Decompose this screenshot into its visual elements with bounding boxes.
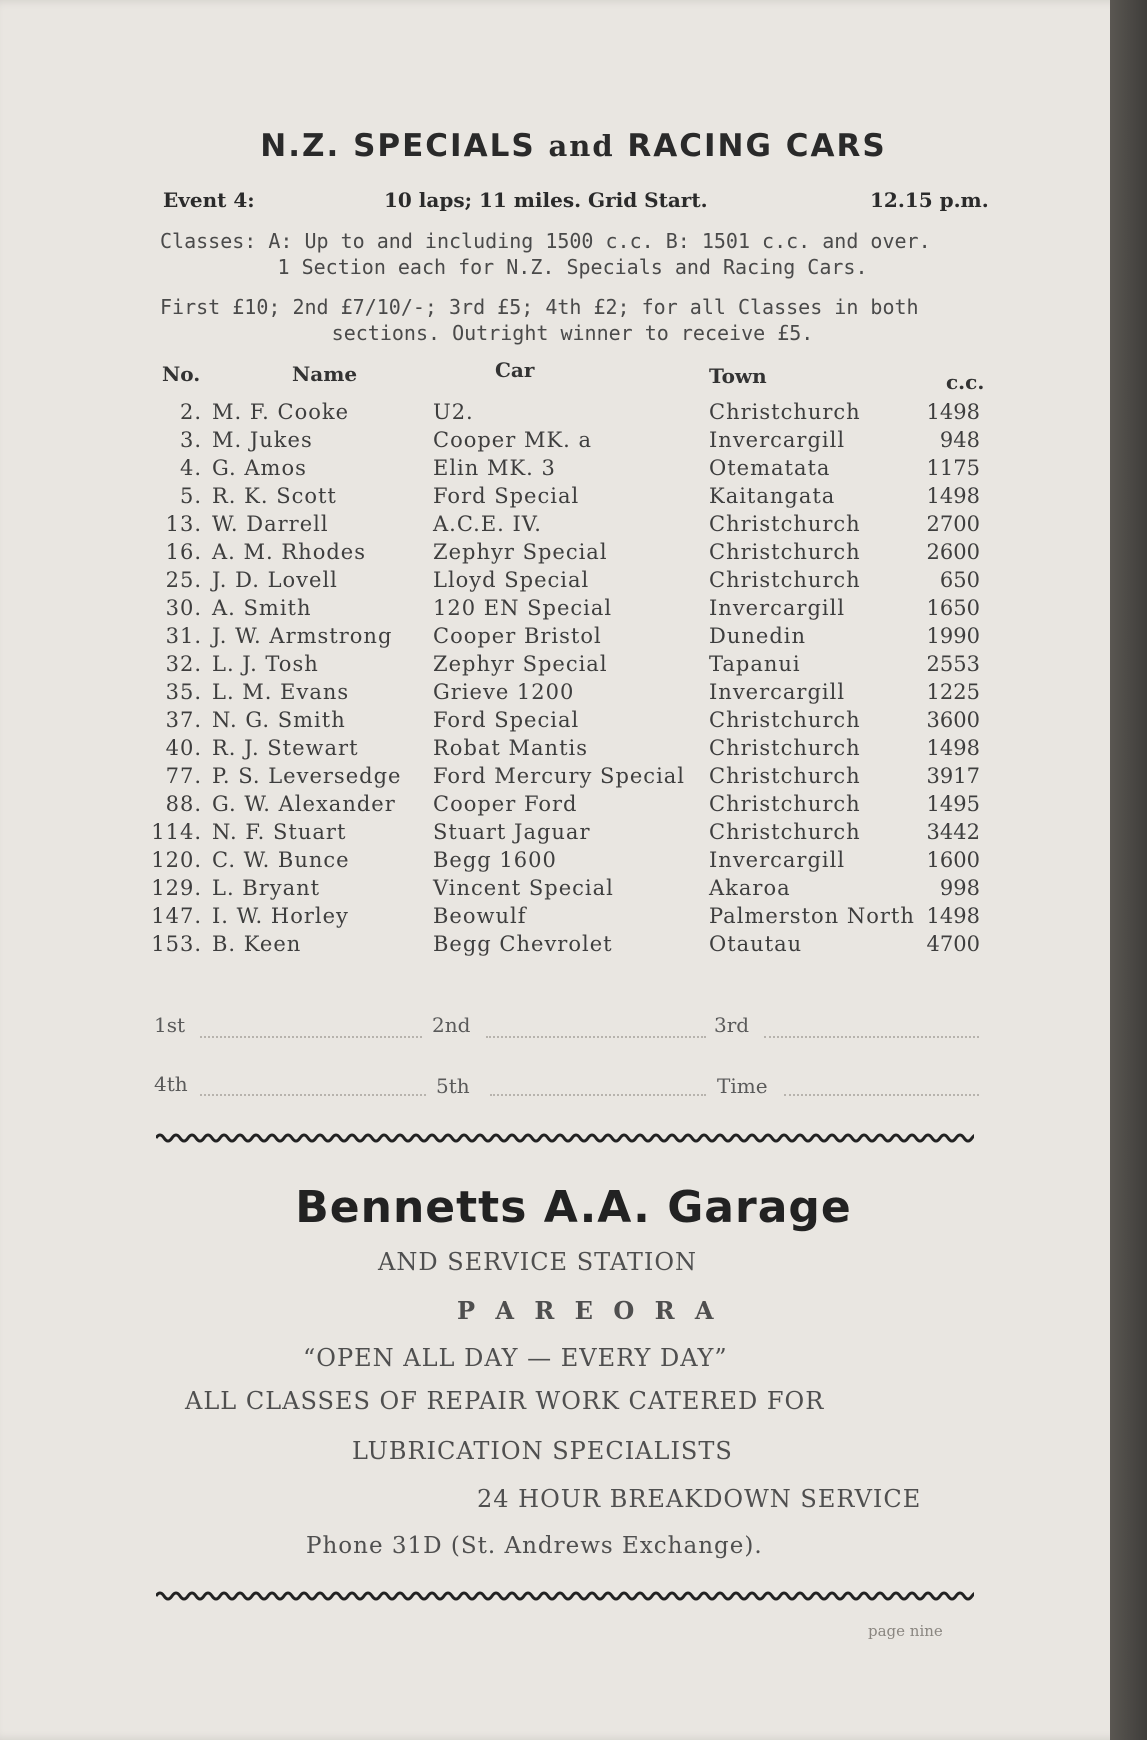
- header-car: Car: [495, 358, 535, 382]
- entry-car: Robat Mantis: [433, 736, 589, 760]
- entry-town: Christchurch: [709, 792, 861, 816]
- event-time: 12.15 p.m.: [870, 188, 989, 212]
- entry-car: Beowulf: [433, 904, 527, 928]
- blank-fifth[interactable]: [490, 1094, 706, 1096]
- entry-cc: 650: [939, 568, 980, 592]
- entry-cc: 1498: [926, 904, 980, 928]
- table-row: [0, 708, 1130, 736]
- table-row: [0, 736, 1130, 764]
- title-part1: N.Z. SPECIALS: [260, 128, 536, 164]
- entry-cc: 2600: [926, 540, 980, 564]
- entry-number: 129.: [151, 876, 202, 900]
- entry-cc: 998: [939, 876, 980, 900]
- prizes-line2: sections. Outright winner to receive £5.: [331, 321, 814, 345]
- entry-name: L. J. Tosh: [212, 652, 319, 676]
- entry-car: Cooper Bristol: [433, 624, 602, 648]
- entry-car: 120 EN Special: [433, 596, 613, 620]
- entry-number: 114.: [151, 820, 202, 844]
- entry-town: Christchurch: [709, 764, 861, 788]
- header-name: Name: [292, 362, 358, 386]
- entry-cc: 3600: [926, 708, 980, 732]
- entry-town: Tapanui: [709, 652, 801, 676]
- table-row: [0, 540, 1130, 568]
- classes-line1: Classes: A: Up to and including 1500 c.c. B: 1501 c.c. and over.: [160, 229, 931, 253]
- entry-name: N. F. Stuart: [212, 820, 347, 844]
- entry-name: B. Keen: [212, 932, 302, 956]
- header-no: No.: [162, 362, 201, 386]
- entry-number: 3.: [179, 428, 202, 452]
- entry-car: U2.: [433, 400, 474, 424]
- table-row: [0, 680, 1130, 708]
- blank-fourth[interactable]: [200, 1094, 426, 1096]
- entry-cc: 3917: [926, 764, 980, 788]
- table-row: [0, 624, 1130, 652]
- entry-town: Christchurch: [709, 708, 861, 732]
- place-second: 2nd: [432, 1013, 471, 1037]
- entry-car: Zephyr Special: [433, 652, 608, 676]
- event-title: [0, 128, 1147, 164]
- entry-car: Ford Special: [433, 708, 580, 732]
- header-town: Town: [709, 364, 767, 388]
- entry-town: Dunedin: [709, 624, 806, 648]
- entry-name: M. F. Cooke: [212, 400, 350, 424]
- entry-name: N. G. Smith: [212, 708, 346, 732]
- event-detail: 10 laps; 11 miles. Grid Start.: [384, 188, 708, 212]
- place-first: 1st: [154, 1013, 186, 1037]
- entry-name: W. Darrell: [212, 512, 329, 536]
- ad-business-name: Bennetts A.A. Garage: [295, 1182, 852, 1233]
- place-fifth: 5th: [436, 1074, 470, 1098]
- entry-name: G. Amos: [212, 456, 307, 480]
- entry-car: Ford Mercury Special: [433, 764, 686, 788]
- ad-line-repair-work: ALL CLASSES OF REPAIR WORK CATERED FOR: [185, 1387, 825, 1415]
- prizes-line1: First £10; 2nd £7/10/-; 3rd £5; 4th £2; for all Classes in both: [160, 295, 919, 319]
- table-row: [0, 512, 1130, 540]
- table-row: [0, 848, 1130, 876]
- entry-number: 153.: [151, 932, 202, 956]
- entry-name: M. Jukes: [212, 428, 313, 452]
- table-row: [0, 820, 1130, 848]
- entry-car: Zephyr Special: [433, 540, 608, 564]
- entry-number: 31.: [165, 624, 202, 648]
- entry-number: 35.: [165, 680, 202, 704]
- blank-first[interactable]: [200, 1036, 422, 1038]
- table-row: [0, 652, 1130, 680]
- entry-name: J. D. Lovell: [212, 568, 338, 592]
- place-third: 3rd: [714, 1013, 750, 1037]
- ad-phone: Phone 31D (St. Andrews Exchange).: [306, 1533, 763, 1559]
- entry-car: Begg 1600: [433, 848, 557, 872]
- entry-number: 30.: [165, 596, 202, 620]
- entry-cc: 948: [939, 428, 980, 452]
- entry-town: Invercargill: [709, 680, 846, 704]
- entry-number: 4.: [179, 456, 202, 480]
- ad-line-town: P A R E O R A: [457, 1296, 720, 1325]
- entry-cc: 1600: [926, 848, 980, 872]
- entry-car: Lloyd Special: [433, 568, 590, 592]
- entry-name: A. Smith: [212, 596, 312, 620]
- page-number: page nine: [868, 1622, 943, 1640]
- entry-name: C. W. Bunce: [212, 848, 350, 872]
- entry-town: Christchurch: [709, 820, 861, 844]
- table-row: [0, 568, 1130, 596]
- entry-town: Christchurch: [709, 512, 861, 536]
- entry-town: Invercargill: [709, 596, 846, 620]
- table-row: [0, 792, 1130, 820]
- entry-town: Christchurch: [709, 400, 861, 424]
- entry-number: 40.: [165, 736, 202, 760]
- entry-town: Otautau: [709, 932, 803, 956]
- entry-town: Invercargill: [709, 428, 846, 452]
- entry-cc: 1650: [926, 596, 980, 620]
- ad-line-lubrication: LUBRICATION SPECIALISTS: [352, 1437, 733, 1465]
- entry-town: Kaitangata: [709, 484, 836, 508]
- table-row: [0, 428, 1130, 456]
- entry-car: Stuart Jaguar: [433, 820, 591, 844]
- blank-time[interactable]: [784, 1094, 979, 1096]
- entry-cc: 4700: [926, 932, 980, 956]
- entry-town: Invercargill: [709, 848, 846, 872]
- entry-name: I. W. Horley: [212, 904, 349, 928]
- blank-second[interactable]: [486, 1036, 706, 1038]
- place-time: Time: [717, 1074, 768, 1098]
- entry-cc: 1175: [926, 456, 980, 480]
- entry-name: P. S. Leversedge: [212, 764, 402, 788]
- entry-cc: 1498: [926, 484, 980, 508]
- entry-number: 13.: [165, 512, 202, 536]
- entry-cc: 2553: [926, 652, 980, 676]
- entry-town: Otematata: [709, 456, 831, 480]
- entry-car: Cooper MK. a: [433, 428, 592, 452]
- entry-cc: 1225: [926, 680, 980, 704]
- ad-line-open-hours: “OPEN ALL DAY — EVERY DAY”: [303, 1344, 728, 1372]
- event-label: Event 4:: [163, 188, 255, 212]
- entry-number: 32.: [165, 652, 202, 676]
- entry-town: Christchurch: [709, 540, 861, 564]
- entry-town: Palmerston North: [709, 904, 915, 928]
- table-row: [0, 456, 1130, 484]
- entry-cc: 1498: [926, 400, 980, 424]
- table-row: [0, 876, 1130, 904]
- entry-number: 147.: [151, 904, 202, 928]
- entry-name: J. W. Armstrong: [212, 624, 393, 648]
- wavy-divider-bottom: [156, 1590, 974, 1602]
- entry-name: G. W. Alexander: [212, 792, 396, 816]
- entry-number: 120.: [151, 848, 202, 872]
- entry-number: 2.: [179, 400, 202, 424]
- wavy-divider-top: [156, 1132, 974, 1144]
- entry-name: L. M. Evans: [212, 680, 350, 704]
- entry-car: Cooper Ford: [433, 792, 578, 816]
- entry-car: Vincent Special: [433, 876, 614, 900]
- entry-number: 37.: [165, 708, 202, 732]
- entry-car: Begg Chevrolet: [433, 932, 613, 956]
- header-cc: c.c.: [946, 370, 985, 394]
- entry-number: 16.: [165, 540, 202, 564]
- entry-cc: 1990: [926, 624, 980, 648]
- table-row: [0, 932, 1130, 960]
- table-row: [0, 400, 1130, 428]
- entry-number: 77.: [165, 764, 202, 788]
- table-row: [0, 764, 1130, 792]
- entry-number: 25.: [165, 568, 202, 592]
- table-row: [0, 596, 1130, 624]
- prizes-text: [160, 294, 985, 346]
- entry-cc: 3442: [926, 820, 980, 844]
- blank-third[interactable]: [764, 1036, 979, 1038]
- title-and: and: [548, 129, 615, 163]
- ad-line-breakdown: 24 HOUR BREAKDOWN SERVICE: [477, 1485, 922, 1513]
- entry-name: L. Bryant: [212, 876, 321, 900]
- ad-line-service-station: AND SERVICE STATION: [378, 1248, 698, 1276]
- entry-cc: 1495: [926, 792, 980, 816]
- entry-town: Christchurch: [709, 568, 861, 592]
- entry-number: 88.: [165, 792, 202, 816]
- entry-town: Christchurch: [709, 736, 861, 760]
- entry-car: A.C.E. IV.: [433, 512, 542, 536]
- entry-car: Elin MK. 3: [433, 456, 556, 480]
- entry-town: Akaroa: [709, 876, 791, 900]
- entry-cc: 1498: [926, 736, 980, 760]
- page-edge-shadow: [1110, 0, 1147, 1740]
- entry-name: A. M. Rhodes: [212, 540, 366, 564]
- entry-car: Ford Special: [433, 484, 580, 508]
- entry-name: R. J. Stewart: [212, 736, 359, 760]
- place-fourth: 4th: [154, 1072, 188, 1096]
- entry-cc: 2700: [926, 512, 980, 536]
- classes-line2: 1 Section each for N.Z. Specials and Racing Cars.: [277, 255, 868, 279]
- entry-name: R. K. Scott: [212, 484, 337, 508]
- entry-car: Grieve 1200: [433, 680, 575, 704]
- title-part2: RACING CARS: [627, 128, 887, 164]
- entry-number: 5.: [179, 484, 202, 508]
- classes-text: [160, 228, 985, 280]
- table-row: [0, 484, 1130, 512]
- table-row: [0, 904, 1130, 932]
